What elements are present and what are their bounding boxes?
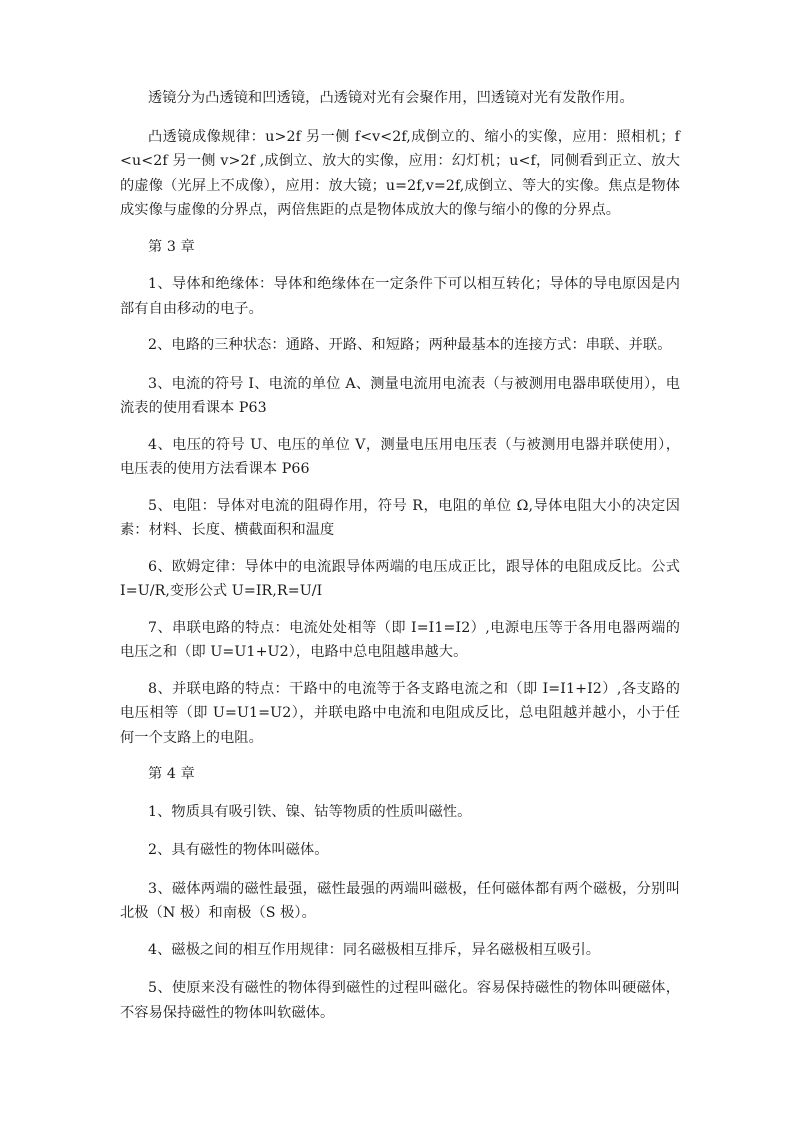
paragraph-current: 3、电流的符号 I、电流的单位 A、测量电流用电流表（与被测用电器串联使用），电流表的使用看课本 P63 (120, 375, 680, 416)
document-body (120, 86, 680, 1037)
paragraph-magnetization: 5、使原来没有磁性的物体得到磁性的过程叫磁化。容易保持磁性的物体叫硬磁体，不容易保持磁性的物体叫软磁体。 (120, 980, 680, 1021)
paragraph-magnetic-poles: 3、磁体两端的磁性最强，磁性最强的两端叫磁极，任何磁体都有两个磁极，分别叫北极（N 极）和南极（S 极）。 (120, 880, 680, 921)
paragraph-magnetism-definition: 1、物质具有吸引铁、镍、钴等物质的性质叫磁性。 (148, 803, 472, 820)
paragraph-pole-interaction: 4、磁极之间的相互作用规律：同名磁极相互排斥，异名磁极相互吸引。 (148, 941, 601, 958)
paragraph-convex-lens-imaging: 凸透镜成像规律：u>2f 另一侧 f<v<2f,成倒立的、缩小的实像，应用：照相机；f<u<2f 另一侧 v>2f ,成倒立、放大的实像，应用：幻灯机；u<f，同侧看到正立、放大的虚像（光屏上不成像），应用：放大镜；u=2f,v=2f,成倒立、等大的实像。焦点是物体成实像与虚像的分界点，两倍焦距的点是物体成放大的像与缩小的像的分界点。 (120, 128, 680, 218)
chapter-4-heading: 第 4 章 (148, 766, 195, 782)
paragraph-parallel-circuit: 8、并联电路的特点：干路中的电流等于各支路电流之和（即 I=I1+I2）,各支路的电压相等（即 U=U1=U2），并联电路中电流和电阻成反比，总电阻越并越小，小于任何一个支路上的电阻。 (120, 680, 680, 746)
paragraph-resistance: 5、电阻：导体对电流的阻碍作用，符号 R，电阻的单位 Ω,导体电阻大小的决定因素：材料、长度、横截面积和温度 (120, 497, 680, 538)
paragraph-series-circuit: 7、串联电路的特点：电流处处相等（即 I=I1=I2）,电源电压等于各用电器两端的电压之和（即 U=U1+U2），电路中总电阻越串越大。 (120, 619, 680, 660)
paragraph-voltage: 4、电压的符号 U、电压的单位 V，测量电压用电压表（与被测用电器并联使用），电压表的使用方法看课本 P66 (120, 436, 680, 477)
paragraph-ohms-law: 6、欧姆定律：导体中的电流跟导体两端的电压成正比，跟导体的电阻成反比。公式 I=U/R,变形公式 U=IR,R=U/I (120, 558, 680, 599)
chapter-3-heading: 第 3 章 (148, 238, 195, 255)
paragraph-magnet-definition: 2、具有磁性的物体叫磁体。 (148, 842, 329, 858)
paragraph-circuit-states: 2、电路的三种状态：通路、开路、和短路；两种最基本的连接方式：串联、并联。 (148, 337, 672, 353)
paragraph-lens-types: 透镜分为凸透镜和凹透镜，凸透镜对光有会聚作用，凹透镜对光有发散作用。 (148, 90, 634, 106)
paragraph-conductor-insulator: 1、导体和绝缘体：导体和绝缘体在一定条件下可以相互转化；导体的导电原因是内部有自由移动的电子。 (120, 276, 680, 317)
